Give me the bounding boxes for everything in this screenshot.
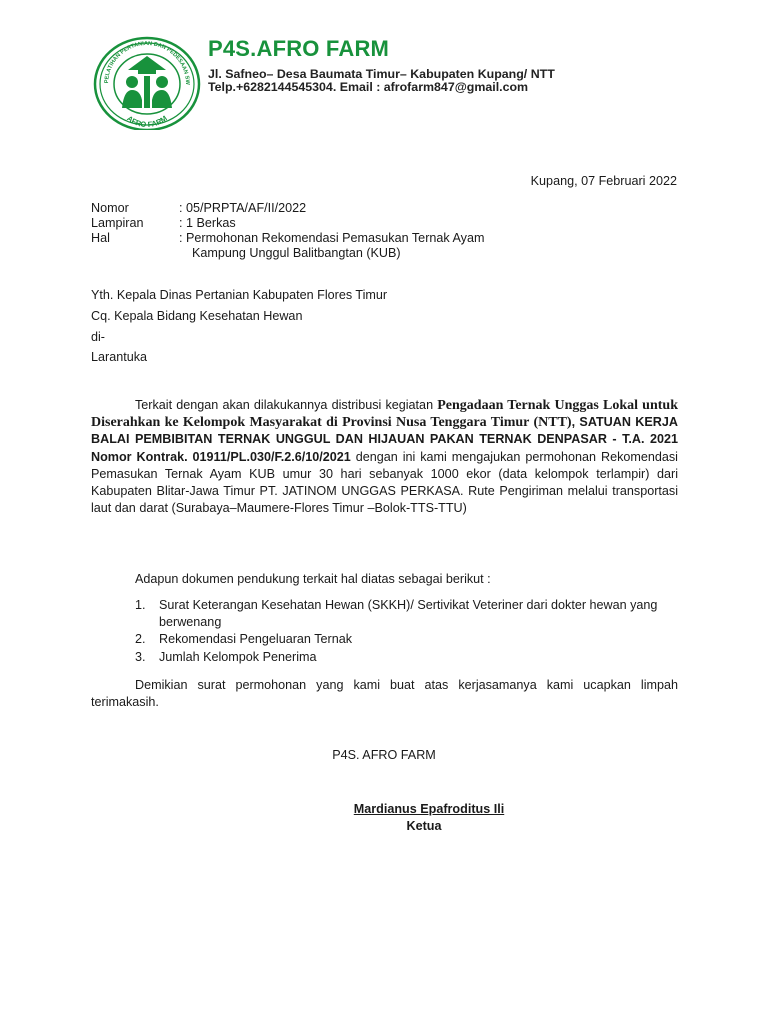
recipient-line-1: Yth. Kepala Dinas Pertanian Kabupaten Flores Timur xyxy=(91,288,388,302)
meta-hal-value-1: Permohonan Rekomendasi Pemasukan Ternak Ayam xyxy=(186,231,485,245)
org-contact: Telp.+6282144545304. Email : afrofarm847@gmail.com xyxy=(208,80,529,94)
meta-hal-label: Hal xyxy=(91,231,110,245)
meta-lampiran-label: Lampiran xyxy=(91,216,144,230)
meta-nomor xyxy=(91,201,691,216)
list-item-text: Surat Keterangan Kesehatan Hewan (SKKH)/ Sertivikat Veteriner dari dokter hewan yang berwenang xyxy=(159,598,658,630)
afro-farm-logo xyxy=(92,34,202,130)
meta-colon: : xyxy=(179,216,183,230)
org-name: P4S.AFRO FARM xyxy=(208,36,390,61)
list-item-text: Jumlah Kelompok Penerima xyxy=(159,649,317,664)
list-item-text: Rekomendasi Pengeluaran Ternak xyxy=(159,632,352,647)
document-list xyxy=(135,597,678,666)
meta-lampiran xyxy=(91,216,691,231)
signatory-name: Mardianus Epafroditus Ili xyxy=(353,802,505,816)
meta-colon: : xyxy=(179,231,183,245)
svg-text:PUSAT PELATIHAN PERTANIAN DAN: PELATIHAN PERTANIAN DAN PEDESAAN SW xyxy=(103,40,191,85)
p1-intro: Terkait dengan akan dilakukannya distribusi kegiatan xyxy=(135,398,438,412)
list-item xyxy=(135,597,678,631)
list-item-number: 3. xyxy=(135,649,146,664)
body-paragraph-3: Demikian surat permohonan yang kami buat atas kerjasamanya kami ucapkan limpah terimakasih. xyxy=(91,678,678,710)
recipient-line-2: Cq. Kepala Bidang Kesehatan Hewan xyxy=(91,309,303,323)
meta-lampiran-value: 1 Berkas xyxy=(186,216,236,230)
list-item xyxy=(135,649,678,666)
org-address: Jl. Safneo– Desa Baumata Timur– Kabupaten Kupang/ NTT xyxy=(208,67,555,81)
body-paragraph-2: Adapun dokumen pendukung terkait hal diatas sebagai berikut : xyxy=(135,572,491,586)
meta-colon: : xyxy=(179,201,183,215)
letter-meta xyxy=(91,201,691,261)
body-paragraph-1 xyxy=(91,397,678,517)
p1-contract: , SATUAN KERJA BALAI PEMBIBITAN TERNAK UNGGUL DAN HIJAUAN PAKAN TERNAK DENPASAR - T.A. 2021 Nomor Kontrak. 01911/PL.030/F.2.6/10/2021 xyxy=(91,415,678,464)
meta-hal xyxy=(91,231,691,246)
meta-nomor-value: 05/PRPTA/AF/II/2022 xyxy=(186,201,307,215)
signatory-title: Ketua xyxy=(406,819,442,833)
meta-hal-value-2: Kampung Unggul Balitbangtan (KUB) xyxy=(192,246,401,260)
place-date: Kupang, 07 Februari 2022 xyxy=(530,174,677,188)
meta-nomor-label: Nomor xyxy=(91,201,129,215)
p1-details: dengan ini kami mengajukan permohonan Rekomendasi Pemasukan Ternak Ayam KUB umur 30 hari sebanyak 1000 ekor (data kelompok terlampir) dari Kabupaten Blitar-Jawa Timur PT. JATINOM UNGGAS PERKASA. Rute Pengiriman melalui transportasi laut dan darat (Surabaya–Maumere-Flores Timur –Bolok-TTS-TTU) xyxy=(91,449,678,516)
signature-org: P4S. AFRO FARM xyxy=(332,748,436,762)
p1-program: Pengadaan Ternak Unggas Lokal untuk Diserahkan ke Kelompok Masyarakat di Provinsi Nusa Tenggara Timur (NTT) xyxy=(91,398,678,431)
list-item-number: 1. xyxy=(135,598,146,612)
recipient-line-3: di- xyxy=(91,330,105,344)
recipient-line-4: Larantuka xyxy=(91,350,148,364)
list-item-number: 2. xyxy=(135,632,146,647)
list-item xyxy=(135,631,678,648)
svg-text:AFRO FARM: AFRO FARM xyxy=(125,113,169,130)
